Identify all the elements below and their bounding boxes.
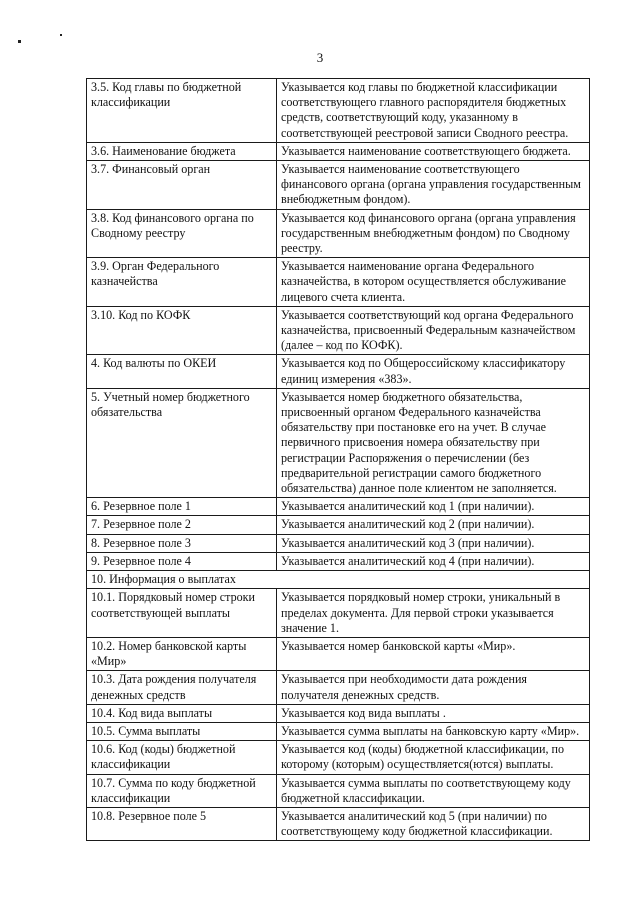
field-name-cell: 9. Резервное поле 4 (87, 552, 277, 570)
table-row (87, 704, 590, 722)
field-name-cell: 10.5. Сумма выплаты (87, 722, 277, 740)
table-row (87, 388, 590, 497)
field-description-cell: Указывается аналитический код 1 (при наличии). (277, 498, 590, 516)
field-name-cell: 6. Резервное поле 1 (87, 498, 277, 516)
field-description-cell: Указывается наименование органа Федерального казначейства, в котором осуществляется обслуживание лицевого счета клиента. (277, 258, 590, 307)
field-description-cell: Указывается код финансового органа (органа управления государственным внебюджетным фондом) по Сводному реестру. (277, 209, 590, 258)
field-description-cell: Указывается аналитический код 3 (при наличии). (277, 534, 590, 552)
field-description-cell: Указывается номер бюджетного обязательства, присвоенный органом Федерального казначейства обязательству при постановке его на учет. В случае первичного присвоения номера обязательству при регистрации Распоряжения о перечислении (без предварительной регистрации самого бюджетного обязательства) данное поле клиентом не заполняется. (277, 388, 590, 497)
table-row (87, 807, 590, 840)
table-row (87, 79, 590, 143)
field-name-cell: 10.1. Порядковый номер строки соответствующей выплаты (87, 589, 277, 638)
table-row (87, 355, 590, 388)
section-heading-row (87, 571, 590, 589)
field-name-cell: 3.6. Наименование бюджета (87, 142, 277, 160)
field-description-cell: Указывается код вида выплаты . (277, 704, 590, 722)
field-name-cell: 3.5. Код главы по бюджетной классификации (87, 79, 277, 143)
table-row (87, 774, 590, 807)
field-name-cell: 10.2. Номер банковской карты «Мир» (87, 637, 277, 670)
requirements-table (86, 78, 590, 841)
field-name-cell: 10.3. Дата рождения получателя денежных средств (87, 671, 277, 704)
table-row (87, 142, 590, 160)
field-description-cell: Указывается номер банковской карты «Мир». (277, 637, 590, 670)
table-row (87, 516, 590, 534)
table-row (87, 637, 590, 670)
scan-mark (60, 34, 62, 36)
field-description-cell: Указывается код главы по бюджетной классификации соответствующего главного распорядителя бюджетных средств, соответствующий коду, указанному в соответствующей реестровой записи Сводного реестра. (277, 79, 590, 143)
table-row (87, 589, 590, 638)
table-row (87, 741, 590, 774)
field-name-cell: 10.8. Резервное поле 5 (87, 807, 277, 840)
field-name-cell: 3.9. Орган Федерального казначейства (87, 258, 277, 307)
field-name-cell: 3.8. Код финансового органа по Сводному реестру (87, 209, 277, 258)
table-row (87, 161, 590, 210)
field-description-cell: Указывается порядковый номер строки, уникальный в пределах документа. Для первой строки указывается значение 1. (277, 589, 590, 638)
table-row (87, 552, 590, 570)
field-description-cell: Указывается код по Общероссийскому классификатору единиц измерения «383». (277, 355, 590, 388)
field-description-cell: Указывается при необходимости дата рождения получателя денежных средств. (277, 671, 590, 704)
field-description-cell: Указывается аналитический код 4 (при наличии). (277, 552, 590, 570)
field-name-cell: 4. Код валюты по ОКЕИ (87, 355, 277, 388)
table-row (87, 306, 590, 355)
section-heading: 10. Информация о выплатах (87, 571, 590, 589)
table-row (87, 209, 590, 258)
field-name-cell: 3.10. Код по КОФК (87, 306, 277, 355)
table-row (87, 534, 590, 552)
field-description-cell: Указывается сумма выплаты на банковскую карту «Мир». (277, 722, 590, 740)
field-name-cell: 8. Резервное поле 3 (87, 534, 277, 552)
field-description-cell: Указывается код (коды) бюджетной классификации, по которому (которым) осуществляется(ются) выплаты. (277, 741, 590, 774)
field-name-cell: 5. Учетный номер бюджетного обязательства (87, 388, 277, 497)
scan-mark (18, 40, 21, 43)
table-row (87, 498, 590, 516)
field-description-cell: Указывается наименование соответствующего финансового органа (органа управления государственным внебюджетным фондом). (277, 161, 590, 210)
field-name-cell: 3.7. Финансовый орган (87, 161, 277, 210)
table-row (87, 722, 590, 740)
field-name-cell: 7. Резервное поле 2 (87, 516, 277, 534)
field-description-cell: Указывается соответствующий код органа Федерального казначейства, присвоенный Федеральным казначейством (далее – код по КОФК). (277, 306, 590, 355)
field-name-cell: 10.6. Код (коды) бюджетной классификации (87, 741, 277, 774)
table-row (87, 258, 590, 307)
page-number: 3 (316, 50, 324, 65)
table-row (87, 671, 590, 704)
field-description-cell: Указывается аналитический код 5 (при наличии) по соответствующему коду бюджетной классификации. (277, 807, 590, 840)
field-description-cell: Указывается наименование соответствующего бюджета. (277, 142, 590, 160)
field-description-cell: Указывается сумма выплаты по соответствующему коду бюджетной классификации. (277, 774, 590, 807)
field-description-cell: Указывается аналитический код 2 (при наличии). (277, 516, 590, 534)
field-name-cell: 10.4. Код вида выплаты (87, 704, 277, 722)
field-name-cell: 10.7. Сумма по коду бюджетной классификации (87, 774, 277, 807)
